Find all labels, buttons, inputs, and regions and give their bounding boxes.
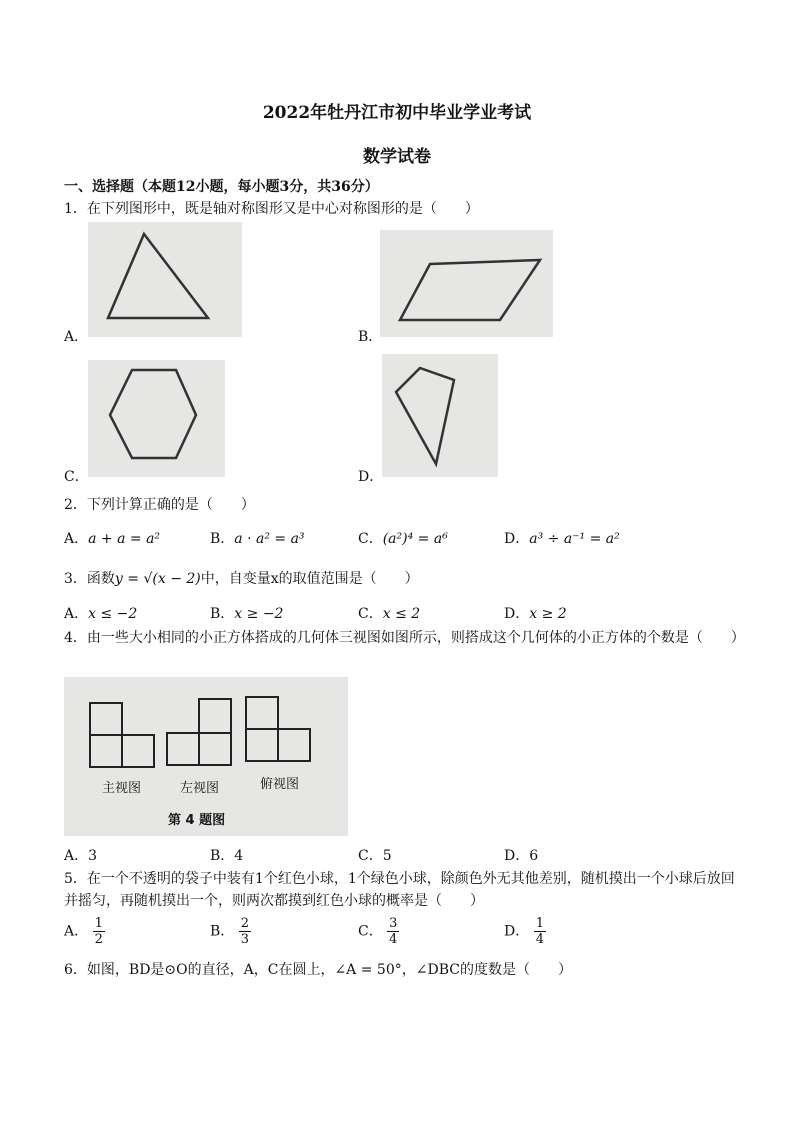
q2-option-b	[210, 528, 305, 548]
q5-option-b-fraction: $\frac{2}{3}$	[240, 916, 250, 947]
q1-option-c-label: C．	[64, 469, 89, 485]
q1-option-a-label: A．	[64, 329, 89, 345]
q3-option-a	[64, 603, 137, 623]
q3-option-b-label: B．	[210, 606, 235, 622]
q3-option-c-label: C．	[358, 606, 383, 622]
q2-option-a-label: A．	[64, 531, 89, 547]
question-2-stem: 2．下列计算正确的是（ ）	[64, 497, 255, 513]
q3-option-a-label: A．	[64, 606, 89, 622]
q3-option-b-text: x ≥ −2	[234, 606, 284, 622]
q4-option-c-label: C．	[358, 848, 383, 864]
q2-option-c-label: C．	[358, 531, 383, 547]
q5-option-d	[504, 916, 546, 947]
q2-option-a	[64, 528, 160, 548]
q3-option-a-text: x ≤ −2	[88, 606, 138, 622]
q5-option-c-fraction: $\frac{3}{4}$	[389, 916, 398, 947]
q2-option-c-text: (a²)⁴ = a⁶	[382, 531, 448, 547]
exam-subtitle: 数学试卷	[363, 147, 431, 167]
q2-option-b-text: a · a² = a³	[234, 531, 305, 547]
q4-option-c-text: 5	[382, 848, 392, 864]
q1-option-b-label: B．	[358, 329, 383, 345]
q5-option-c-label: C．	[358, 923, 383, 940]
front-view-label: 主视图	[102, 781, 142, 796]
question-4-stem: 4．由一些大小相同的小正方体搭成的几何体三视图如图所示，则搭成这个几何体的小正方体的个数是（ ）	[64, 630, 745, 646]
q3-stem-prefix: 3．函数	[64, 571, 115, 587]
q4-option-b-label: B．	[210, 848, 235, 864]
q5-option-a	[64, 916, 105, 947]
section-heading: 一、选择题（本题12小题，每小题3分，共36分）	[64, 179, 379, 195]
question-3-stem	[64, 568, 744, 590]
q4-option-c	[358, 845, 392, 865]
question-6-stem: 6．如图，BD是⊙O的直径，A，C在圆上，∠A = 50°，∠DBC的度数是（ ）	[64, 962, 572, 978]
q3-option-c	[358, 603, 420, 623]
q4-option-b	[210, 845, 243, 865]
three-views-figure	[64, 677, 348, 836]
figure-caption: 第 4 题图	[168, 813, 226, 828]
q5-option-a-fraction: $\frac{1}{2}$	[94, 916, 103, 947]
parallelogram-figure	[380, 230, 553, 337]
q3-stem-suffix: 中，自变量x的取值范围是（ ）	[200, 571, 419, 587]
q1-option-d-label: D．	[358, 469, 384, 485]
q4-option-d-text: 6	[529, 848, 539, 864]
q3-option-b	[210, 603, 283, 623]
left-view-label: 左视图	[180, 781, 220, 796]
q3-function: y = √(x − 2)	[114, 571, 201, 587]
q5-option-d-fraction: $\frac{1}{4}$	[535, 916, 544, 947]
q3-option-d-label: D．	[504, 606, 530, 622]
q5-option-b	[210, 916, 251, 947]
exam-title: 2022年牡丹江市初中毕业学业考试	[262, 103, 532, 123]
q5-option-b-label: B．	[210, 923, 235, 940]
question-1-stem: 1．在下列图形中，既是轴对称图形又是中心对称图形的是（ ）	[64, 201, 479, 217]
q4-option-a-label: A．	[64, 848, 89, 864]
q4-option-d	[504, 845, 538, 865]
q3-option-c-text: x ≤ 2	[382, 606, 421, 622]
q4-option-a	[64, 845, 97, 865]
q4-option-d-label: D．	[504, 848, 530, 864]
kite-figure	[382, 354, 498, 477]
q3-option-d	[504, 603, 567, 623]
q4-option-b-text: 4	[234, 848, 244, 864]
question-5-stem: 5．在一个不透明的袋子中装有1个红色小球，1个绿色小球，除颜色外无其他差别，随机摸出一个小球后放回并摇匀，再随机摸出一个，则两次都摸到红色小球的概率是（ ）	[64, 871, 735, 909]
q2-option-c	[358, 528, 448, 548]
q5-option-a-label: A．	[64, 923, 89, 940]
q2-option-d-label: D．	[504, 531, 530, 547]
q4-option-a-text: 3	[88, 848, 98, 864]
q5-option-d-label: D．	[504, 923, 530, 940]
top-view-label: 俯视图	[260, 777, 300, 792]
hexagon-figure	[88, 360, 225, 477]
q2-option-b-label: B．	[210, 531, 235, 547]
q2-option-a-text: a + a = a²	[88, 531, 161, 547]
q2-option-d-text: a³ ÷ a⁻¹ = a²	[529, 531, 620, 547]
q2-option-d	[504, 528, 620, 548]
triangle-figure	[88, 222, 242, 337]
q3-option-d-text: x ≥ 2	[529, 606, 567, 622]
q5-option-c	[358, 916, 399, 947]
